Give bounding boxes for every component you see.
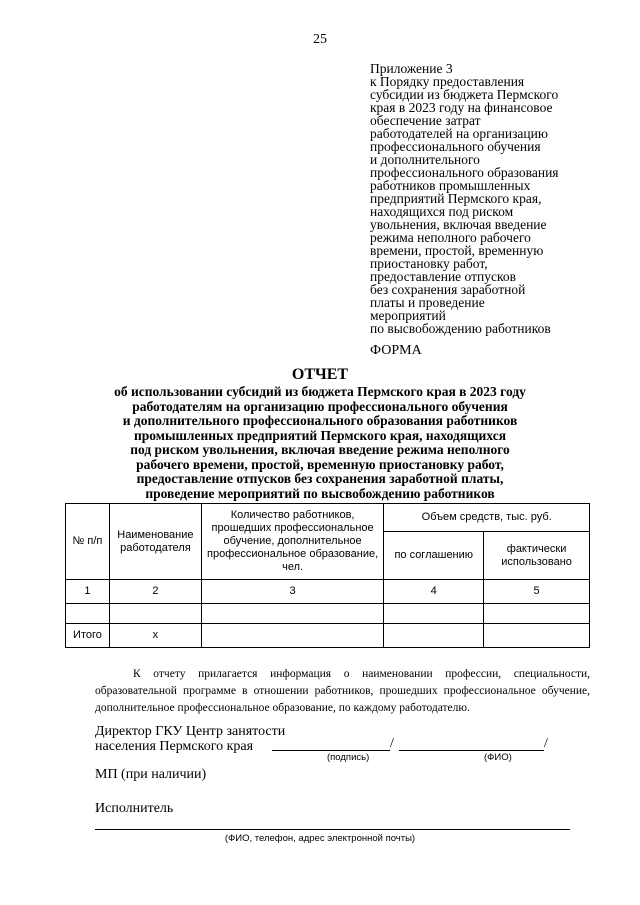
appendix-line: профессионального образования — [370, 165, 559, 180]
appendix-line: без сохранения заработной — [370, 282, 526, 297]
subtitle-line: под риском увольнения, включая введение режима неполного — [130, 442, 510, 457]
empty-cell — [484, 604, 590, 624]
header-employer: Наименование работодателя — [109, 504, 201, 580]
empty-cell — [384, 624, 484, 648]
fio-label: (ФИО) — [484, 752, 512, 763]
empty-cell — [201, 604, 384, 624]
report-subtitle — [60, 385, 580, 501]
note-paragraph — [95, 666, 590, 717]
total-employer: x — [109, 624, 201, 648]
note-text: К отчету прилагается информация о наименовании профессии, специальности, образовательной программе в отношении работников, прошедших профессиональное обучение, дополнительное профессиональное образование, по каждому работодателю. — [95, 668, 590, 714]
empty-cell — [484, 624, 590, 648]
appendix-line: обеспечение затрат — [370, 113, 481, 128]
page-number: 25 — [313, 32, 327, 47]
header-funds: Объем средств, тыс. руб. — [384, 504, 590, 532]
signature-label: (подпись) — [327, 752, 370, 763]
appendix-line: предоставление отпусков — [370, 269, 516, 284]
executor-label: Исполнитель — [95, 801, 174, 816]
appendix-line: режима неполного рабочего — [370, 230, 531, 245]
index-cell: 2 — [109, 580, 201, 604]
signature-line — [272, 750, 390, 751]
separator-slash: / — [544, 736, 548, 751]
appendix-line: профессионального обучения — [370, 139, 541, 154]
form-label: ФОРМА — [370, 343, 422, 358]
stamp-label: МП (при наличии) — [95, 767, 207, 782]
empty-cell — [109, 604, 201, 624]
fio-line — [399, 750, 544, 751]
director-line1: Директор ГКУ Центр занятости — [95, 724, 286, 739]
header-agreement: по соглашению — [384, 532, 484, 580]
separator-slash: / — [390, 736, 394, 751]
subtitle-line: и дополнительного профессионального образования работников — [122, 413, 518, 428]
appendix-line: времени, простой, временную — [370, 243, 544, 258]
index-cell: 1 — [66, 580, 110, 604]
appendix-line: платы и проведение — [370, 295, 485, 310]
report-title: ОТЧЕТ — [291, 366, 349, 383]
subtitle-line: работодателям на организацию профессионального обучения — [132, 398, 508, 414]
appendix-line: края в 2023 году на финансовое — [370, 100, 553, 115]
subtitle-line: об использовании субсидий из бюджета Пермского края в 2023 году — [114, 384, 526, 399]
header-num: № п/п — [66, 504, 110, 580]
appendix-line: мероприятий — [370, 308, 446, 323]
index-cell: 5 — [484, 580, 590, 604]
empty-cell — [384, 604, 484, 624]
empty-cell — [66, 604, 110, 624]
index-cell: 4 — [384, 580, 484, 604]
subtitle-line: проведение мероприятий по высвобождению работников — [145, 485, 495, 501]
appendix-block — [370, 62, 610, 335]
total-row — [66, 624, 590, 648]
appendix-line: работников промышленных — [370, 178, 531, 193]
appendix-line: увольнения, включая введение — [370, 217, 547, 232]
appendix-line: к Порядку предоставления — [370, 74, 525, 89]
table-row — [66, 604, 590, 624]
header-actual: фактически использовано — [484, 532, 590, 580]
appendix-line: приостановку работ, — [370, 256, 488, 271]
table-row — [66, 580, 590, 604]
executor-line — [95, 829, 570, 830]
appendix-line: предприятий Пермского края, — [370, 191, 542, 206]
appendix-line: по высвобождению работников — [370, 321, 551, 336]
total-label: Итого — [66, 624, 110, 648]
subtitle-line: промышленных предприятий Пермского края, находящихся — [134, 427, 506, 443]
empty-cell — [201, 624, 384, 648]
subtitle-line: рабочего времени, простой, временную приостановку работ, — [136, 456, 504, 472]
index-cell: 3 — [201, 580, 384, 604]
header-count: Количество работников, прошедших профессиональное обучение, дополнительное профессиональное образование, чел. — [201, 504, 384, 580]
director-line2: населения Пермского края — [95, 739, 254, 754]
executor-caption: (ФИО, телефон, адрес электронной почты) — [224, 833, 416, 844]
subtitle-line: предоставление отпусков без сохранения заработной платы, — [136, 471, 504, 486]
appendix-line: Приложение 3 — [370, 61, 453, 76]
appendix-line: работодателей на организацию — [370, 126, 548, 141]
report-table — [65, 503, 590, 648]
appendix-line: субсидии из бюджета Пермского — [370, 87, 559, 102]
appendix-line: и дополнительного — [370, 152, 480, 167]
appendix-line: находящихся под риском — [370, 204, 514, 219]
